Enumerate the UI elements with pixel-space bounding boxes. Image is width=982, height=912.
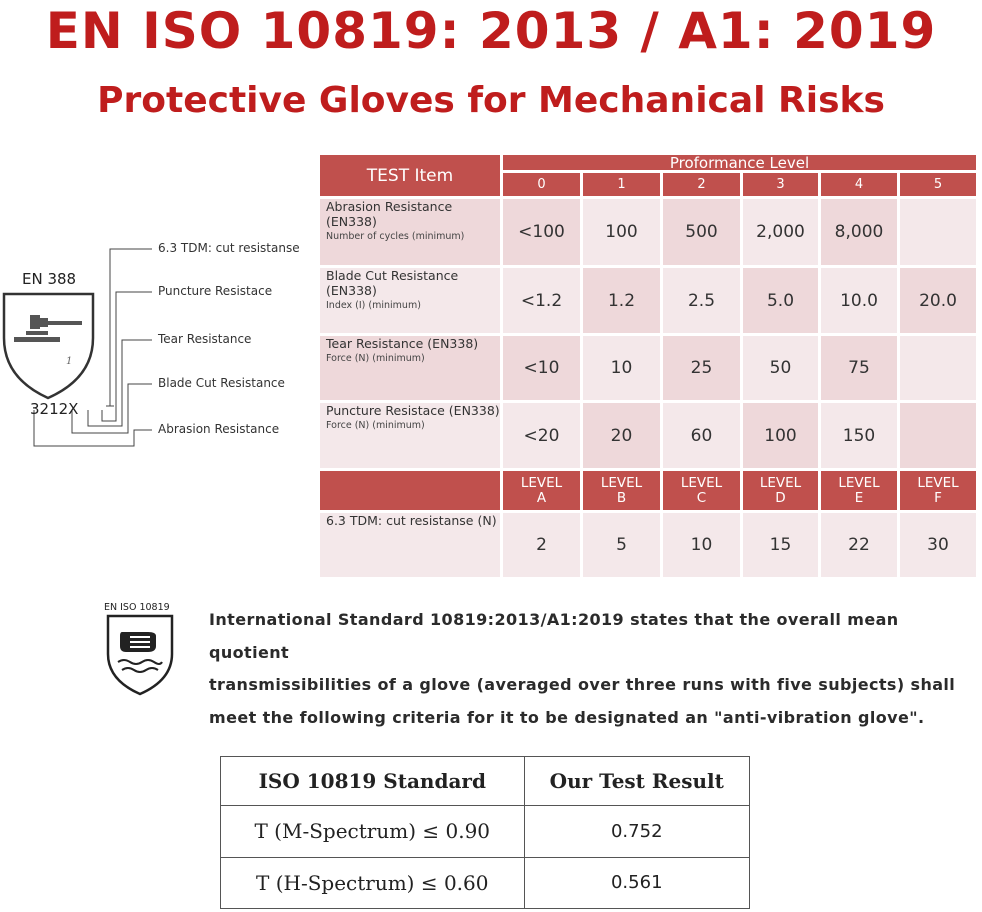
table-cell: [900, 403, 976, 468]
tdm-cell: 10: [663, 513, 740, 577]
row-label-name: Tear Resistance (EN338): [326, 336, 479, 351]
table-row: [221, 857, 750, 909]
table-cell: 75: [821, 336, 897, 400]
iso-description: [209, 604, 969, 734]
grade-word: LEVEL: [838, 474, 880, 491]
table-cell: 2,000: [743, 199, 818, 265]
performance-level-table: [320, 155, 979, 580]
table-cell: 25: [663, 336, 740, 400]
standard-h-spectrum: T (H-Spectrum) ≤ 0.60: [221, 857, 525, 909]
grade-level-a: [503, 471, 580, 510]
level-number-2: 2: [663, 173, 740, 196]
grade-word: LEVEL: [600, 474, 643, 491]
grade-level-c: [663, 471, 740, 510]
tdm-row-label: [320, 513, 500, 577]
grade-word: LEVEL: [680, 474, 723, 491]
callout-abrasion: Abrasion Resistance: [158, 422, 280, 436]
table-cell: [900, 336, 976, 400]
grade-letter: F: [934, 489, 942, 506]
row-label: [320, 403, 500, 468]
level-number-0: 0: [503, 173, 580, 196]
result-m-spectrum: 0.752: [524, 806, 750, 858]
grade-letter: B: [616, 489, 627, 506]
table-cell: 20: [583, 403, 660, 468]
tdm-cell: 15: [743, 513, 818, 577]
table-cell: 500: [663, 199, 740, 265]
row-label-name: Abrasion Resistance (EN338): [326, 199, 453, 229]
table-row: [221, 806, 750, 858]
en388-diagram: [0, 230, 310, 460]
row-label-detail: Force (N) (minimum): [326, 420, 425, 431]
table-cell: 5.0: [743, 268, 818, 333]
level-number-3: 3: [743, 173, 818, 196]
level-number-4: 4: [821, 173, 897, 196]
tdm-cell: 2: [503, 513, 580, 577]
grade-word: LEVEL: [917, 474, 959, 491]
svg-text:1: 1: [66, 356, 73, 367]
paragraph-line: meet the following criteria for it to be designated an "anti-vibration glove".: [209, 707, 925, 727]
level-number-1: 1: [583, 173, 660, 196]
grade-level-b: [583, 471, 660, 510]
grade-word: LEVEL: [520, 474, 563, 491]
performance-level-header: Proformance Level: [503, 155, 976, 170]
page-subtitle: Protective Gloves for Mechanical Risks: [97, 80, 885, 121]
table-cell: [900, 199, 976, 265]
test-item-header: TEST Item: [320, 155, 500, 196]
result-h-spectrum: 0.561: [524, 857, 750, 909]
header-result: Our Test Result: [524, 757, 750, 806]
grade-letter: A: [536, 489, 547, 506]
callout-puncture: Puncture Resistace: [158, 284, 273, 298]
paragraph-line: transmissibilities of a glove (averaged over three runs with five subjects) shall: [209, 675, 956, 694]
row-label-name: Puncture Resistace (EN338): [326, 403, 500, 418]
table-cell: 100: [583, 199, 660, 265]
table-cell: <20: [503, 403, 580, 468]
iso-10819-badge: [104, 602, 176, 698]
row-label: [320, 199, 500, 265]
row-label-detail: Index (I) (minimum): [326, 300, 421, 311]
tdm-label: 6.3 TDM: cut resistanse (N): [326, 513, 497, 528]
grade-letter: D: [775, 489, 786, 506]
level-number-5: 5: [900, 173, 976, 196]
table-cell: 2.5: [663, 268, 740, 333]
standard-m-spectrum: T (M-Spectrum) ≤ 0.90: [221, 806, 525, 858]
row-label-name: Blade Cut Resistance (EN338): [326, 268, 459, 298]
grade-letter: E: [854, 489, 864, 506]
table-cell: 1.2: [583, 268, 660, 333]
grade-word: LEVEL: [759, 474, 802, 491]
callout-tdm: 6.3 TDM: cut resistanse: [158, 241, 300, 255]
table-cell: 150: [821, 403, 897, 468]
grade-letter: C: [696, 489, 707, 506]
callout-tear: Tear Resistance: [158, 332, 252, 346]
grade-level-d: [743, 471, 818, 510]
test-result-table: [220, 756, 750, 909]
table-cell: 10.0: [821, 268, 897, 333]
grade-level-f: [900, 471, 976, 510]
tdm-cell: 22: [821, 513, 897, 577]
tdm-cell: 30: [900, 513, 976, 577]
table-cell: 60: [663, 403, 740, 468]
tdm-cell: 5: [583, 513, 660, 577]
table-cell: 50: [743, 336, 818, 400]
callout-blade-cut: Blade Cut Resistance: [158, 376, 285, 390]
page-title: EN ISO 10819: 2013 / A1: 2019: [45, 2, 937, 60]
table-cell: 100: [743, 403, 818, 468]
grade-header-blank: [320, 471, 500, 510]
table-cell: <1.2: [503, 268, 580, 333]
table-cell: <10: [503, 336, 580, 400]
iso-badge-label: EN ISO 10819: [104, 602, 170, 613]
en388-code: 3212X: [30, 400, 79, 418]
paragraph-line: International Standard 10819:2013/A1:2019 states that the overall mean quotient: [209, 610, 899, 662]
grade-level-e: [821, 471, 897, 510]
table-cell: <100: [503, 199, 580, 265]
vibration-hand-shield-icon: [104, 602, 176, 698]
table-cell: 20.0: [900, 268, 976, 333]
row-label-detail: Number of cycles (minimum): [326, 231, 465, 242]
row-label: [320, 268, 500, 333]
row-label: [320, 336, 500, 400]
en388-label: EN 388: [22, 270, 77, 288]
table-header-row: [221, 757, 750, 806]
table-cell: 8,000: [821, 199, 897, 265]
row-label-detail: Force (N) (minimum): [326, 353, 425, 364]
header-standard: ISO 10819 Standard: [221, 757, 525, 806]
table-cell: 10: [583, 336, 660, 400]
